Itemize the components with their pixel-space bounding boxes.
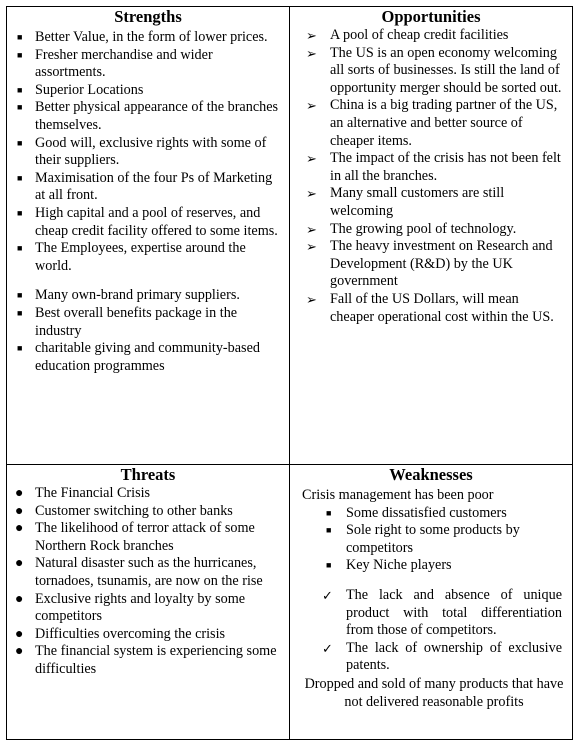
square-bullet-icon: ■ [17,343,23,354]
square-bullet-icon: ■ [326,560,332,571]
strengths-heading: Strengths [114,7,182,26]
dot-bullet-icon: ● [15,486,24,501]
opportunities-cell [290,7,572,465]
list-item: ➢ A pool of cheap credit facilities [306,27,509,43]
list-item: ■ Sole right to some products by competitors [326,522,520,556]
swot-table [6,6,573,740]
square-bullet-icon: ■ [17,32,23,42]
square-bullet-icon: ■ [17,102,23,113]
list-item: ● The Financial Crisis [15,485,151,501]
arrow-bullet-icon: ➢ [306,239,317,255]
list-item: ■ Key Niche players [326,557,452,574]
list-item: ■ High capital and a pool of reserves, and cheap credit facility offered to some items. [17,204,278,239]
list-item: ● Exclusive rights and loyalty by some competitors [15,590,246,625]
weaknesses-list [290,505,572,575]
arrow-bullet-icon: ➢ [306,186,317,202]
list-item: ➢ Many small customers are still welcoming [306,185,505,219]
list-item: ● Difficulties overcoming the crisis [15,625,226,642]
list-item: ➢ The US is an open economy welcoming all sorts of businesses. Is still the land of opportunity merger should be sorted out. [306,44,562,96]
arrow-bullet-icon: ➢ [306,151,317,167]
checkmark-icon: ✓ [322,587,333,603]
threats-list [7,485,289,679]
square-bullet-icon: ■ [326,507,332,518]
list-item: ➢ The heavy investment on Research and Development (R&D) by the UK government [306,238,553,290]
list-item: ● Natural disaster such as the hurricanes, tornadoes, tsunamis, are now on the rise [15,555,263,589]
list-item: ■ The Employees, expertise around the world. [17,240,246,274]
dot-bullet-icon: ● [15,521,24,537]
square-bullet-icon: ■ [17,84,23,95]
list-item: ● The likelihood of terror attack of some Northern Rock branches [15,520,255,554]
square-bullet-icon: ■ [17,243,23,254]
checkmark-icon: ✓ [322,640,333,656]
opportunities-heading: Opportunities [381,7,481,26]
list-item: ✓ The lack of ownership of exclusive patents. [322,639,562,674]
weaknesses-intro: Crisis management has been poor [302,487,494,503]
list-item: ● Customer switching to other banks [15,502,233,519]
list-item: ■ Best overall benefits package in the industry [17,304,238,339]
square-bullet-icon: ■ [326,525,332,536]
square-bullet-icon: ■ [17,307,23,318]
list-item: ■ Fresher merchandise and wider assortments. [17,46,213,81]
threats-cell [7,465,290,739]
weaknesses-closing: Dropped and sold of many products that have not delivered reasonable profits [304,675,564,710]
strengths-cell [7,7,290,465]
dot-bullet-icon: ● [15,626,24,642]
weaknesses-heading: Weaknesses [389,465,473,484]
list-item: ■ Superior Locations [17,81,144,98]
list-item: ■ Better Value, in the form of lower prices. [17,29,268,45]
list-item: ➢ The impact of the crisis has not been felt in all the branches. [306,150,561,184]
dot-bullet-icon: ● [15,503,24,519]
arrow-bullet-icon: ➢ [306,221,317,237]
arrow-bullet-icon: ➢ [306,28,317,43]
square-bullet-icon: ■ [17,290,23,301]
dot-bullet-icon: ● [15,644,24,660]
square-bullet-icon: ■ [17,172,23,183]
arrow-bullet-icon: ➢ [306,98,317,114]
square-bullet-icon: ■ [17,207,23,218]
list-item: ✓ The lack and absence of unique product with total differentiation from those of competitors. [322,586,562,639]
list-item: ■ charitable giving and community-based education programmes [17,340,260,374]
square-bullet-icon: ■ [17,49,23,60]
list-item: ■ Some dissatisfied customers [326,504,507,521]
list-item: ■ Good will, exclusive rights with some of their suppliers. [17,134,267,169]
list-item: ➢ Fall of the US Dollars, will mean cheaper operational cost within the US. [306,290,554,325]
dot-bullet-icon: ● [15,591,24,607]
list-item: ➢ China is a big trading partner of the US, an alternative and better source of cheaper items. [306,97,558,149]
list-item: ➢ The growing pool of technology. [306,220,517,237]
opportunities-list [290,27,572,326]
list-item: ■ Maximisation of the four Ps of Marketing at all front. [17,169,273,204]
arrow-bullet-icon: ➢ [306,45,317,61]
list-item: ■ Many own-brand primary suppliers. [17,287,240,304]
weaknesses-checked-list [290,587,572,675]
arrow-bullet-icon: ➢ [306,291,317,307]
square-bullet-icon: ■ [17,137,23,148]
list-item: ■ Better physical appearance of the branches themselves. [17,99,279,133]
dot-bullet-icon: ● [15,556,24,572]
strengths-list [7,27,289,375]
threats-heading: Threats [120,465,176,484]
list-item: ● The financial system is experiencing some difficulties [15,643,277,677]
weaknesses-cell [290,465,572,739]
